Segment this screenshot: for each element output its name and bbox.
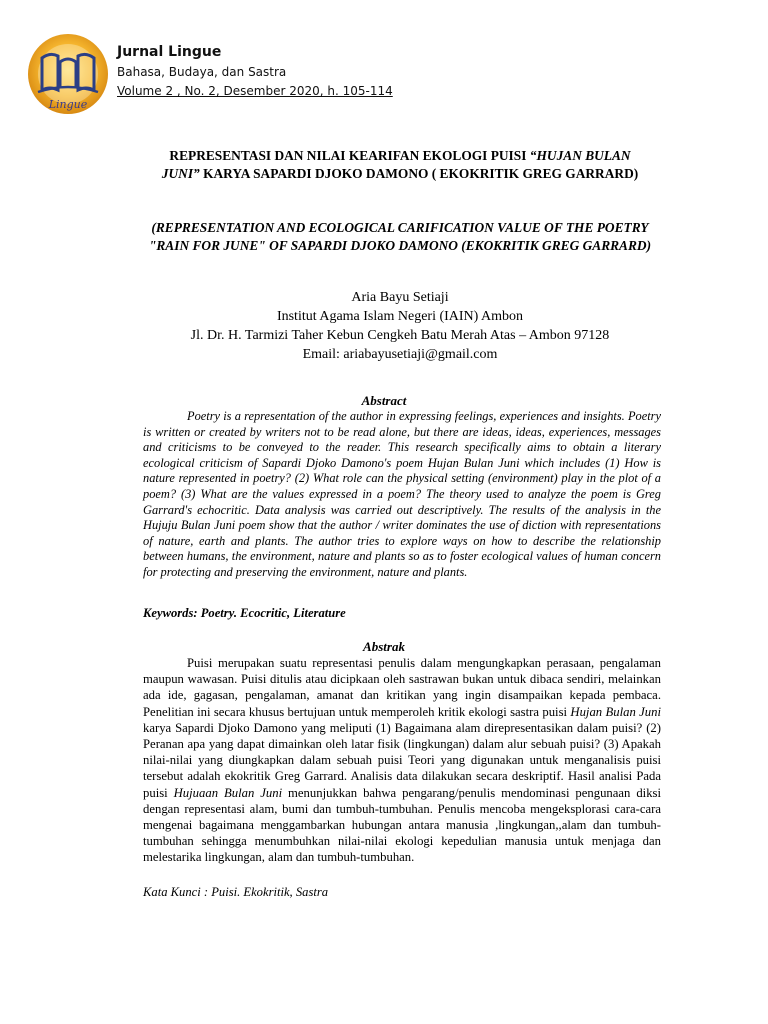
keywords: Keywords: Poetry. Ecocritic, Literature [143, 606, 346, 620]
abstract-heading: Abstract [361, 393, 407, 408]
title-id-italic: “HUJAN BULAN JUNI” [161, 148, 631, 181]
journal-name: Jurnal Lingue [117, 44, 222, 60]
abstrak-body [143, 655, 661, 866]
lingue-logo-icon [20, 30, 118, 120]
abstract-body [143, 409, 661, 581]
abstrak-seg2: karya Sapardi Djoko Damono yang meliputi (1) Bagaimana alam direpresentasikan dalam puisi? (2) Peranan apa yang dapat dimainkan oleh latar fisik (lingkungan) dalam alur sebuah puisi? (3) Apakah nilai-nilai yang diungkapkan dalam sebuah puisi Teori yang digunakan untuk menganalisis puisi tersebut adalah ekokritik Greg Garrard. Analisis data dilakukan secara deskriptif. Hasil analisi Pada puisi [143, 720, 661, 800]
abstract-paragraph: Poetry is a representation of the author in expressing feelings, experiences and insights. Poetry is written or created by writers not to be read alone, but there are ideas, ideas, experiences, messages and criticisms to be conveyed to the reader. This research specifically aims to obtain a literary ecological criticism of Sapardi Djoko Damono's poem Hujan Bulan Juni which includes (1) How is nature represented in poetry? (2) What role can the physical setting (environment) play in the plot of a poem? (3) What are the values expressed in a poem? The theory used to analyze the poem is Greg Garrard's echocritic. Data analysis was carried out descriptively. The results of the analysis in the Hujuju Bulan Juni poem show that the author / writer dominates the use of diction with representations of nature, earth and plants. The author tries to explore ways on how to describe the relationship between humans, the environment, nature and plants so as to foster ecological values of human concern for protecting and preserving the environment, nature and plants. [143, 409, 661, 579]
author-name: Aria Bayu Setiaji [351, 290, 449, 305]
paper-title-english: (REPRESENTATION AND ECOLOGICAL CARIFICATION VALUE OF THE POETRY "RAIN FOR JUNE" OF SAPARDI DJOKO DAMONO (EKOKRITIK GREG GARRARD) [148, 220, 652, 253]
journal-subtitle: Bahasa, Budaya, dan Sastra [117, 65, 287, 79]
journal-volume: Volume 2 , No. 2, Desember 2020, h. 105-114 [117, 84, 393, 98]
title-id-part2: KARYA SAPARDI DJOKO DAMONO ( EKOKRITIK GREG GARRARD) [199, 166, 639, 181]
author-address: Jl. Dr. H. Tarmizi Taher Kebun Cengkeh Batu Merah Atas – Ambon 97128 [190, 328, 610, 343]
journal-logo [20, 30, 118, 120]
abstrak-seg3: menunjukkan bahwa pengarang/penulis mendominasi pengunaan diksi dengan representasi alam, bumi dan tumbuh-tumbuhan. Penulis mencoba mengeksplorasi cara-cara mengenai bagaimana menggambarkan hubungan antara manusia ,lingkungan,,alam dan tumbuh-tumbuhan sehingga menumbuhkan nilai-nilai ekologi kepedulian manusia untuk menjaga dan melestarika lingkungan, alam dan tumbuh-tumbuhan. [143, 785, 661, 865]
abstrak-italic-title-2: Hujuaan Bulan Juni [173, 785, 283, 800]
title-id-part1: REPRESENTASI DAN NILAI KEARIFAN EKOLOGI PUISI [169, 148, 530, 163]
abstrak-seg1: Puisi merupakan suatu representasi penulis dalam mengungkapkan perasaan, pengalaman maupun wawasan. Puisi ditulis atau dicipkaan oleh sastrawan bukan untuk dibaca sendiri, melainkan ada ide, gagasan, pengalaman, amanat dan kritikan yang ingin disampaikan kepada pembaca. Penelitian ini secara khusus bertujuan untuk memperoleh kritik ekologi sastra puisi [143, 656, 661, 719]
abstrak-italic-title-1: Hujan Bulan Juni [570, 704, 662, 719]
journal-header [117, 42, 393, 100]
author-institution: Institut Agama Islam Negeri (IAIN) Ambon [276, 309, 524, 324]
author-block [130, 288, 670, 364]
logo-text: Lingue [48, 98, 88, 111]
author-email: Email: ariabayusetiaji@gmail.com [302, 347, 498, 362]
paper-title-indonesian [150, 147, 650, 183]
abstrak-paragraph [143, 655, 661, 866]
kata-kunci: Kata Kunci : Puisi. Ekokritik, Sastra [143, 885, 329, 899]
abstrak-heading: Abstrak [363, 639, 405, 654]
